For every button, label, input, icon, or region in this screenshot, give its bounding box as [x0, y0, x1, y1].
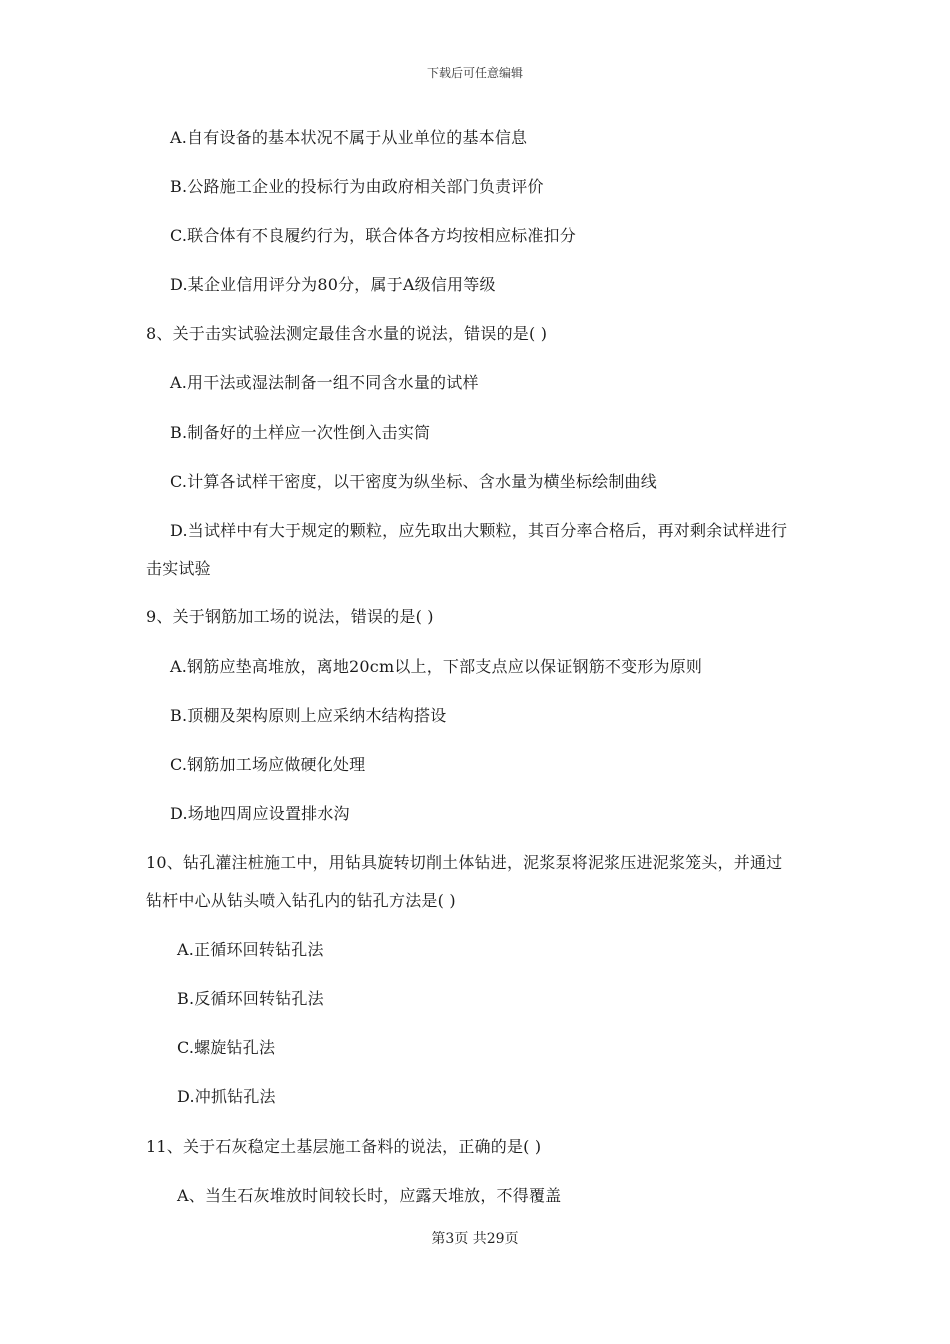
q9-option-c: C.钢筋加工场应做硬化处理 [170, 755, 366, 774]
q9-option-b: B.顶棚及架构原则上应采纳木结构搭设 [170, 706, 447, 725]
q8-option-b: B.制备好的土样应一次性倒入击实筒 [170, 423, 431, 442]
q10-stem-line2: 钻杆中心从钻头喷入钻孔内的钻孔方法是( ) [146, 891, 456, 910]
q8-option-d-continued: 击实试验 [146, 559, 211, 578]
q10-option-d: D.冲抓钻孔法 [177, 1087, 276, 1106]
q7-option-c: C.联合体有不良履约行为，联合体各方均按相应标准扣分 [170, 226, 576, 245]
q9-option-d: D.场地四周应设置排水沟 [170, 804, 350, 823]
q11-stem: 11、关于石灰稳定土基层施工备料的说法，正确的是( ) [146, 1137, 542, 1156]
q10-option-a: A.正循环回转钻孔法 [177, 940, 324, 959]
page-footer: 第3页 共29页 [431, 1231, 519, 1247]
q8-option-a: A.用干法或湿法制备一组不同含水量的试样 [170, 373, 479, 392]
q7-option-d: D.某企业信用评分为80分，属于A级信用等级 [170, 275, 496, 294]
q11-option-a: A、当生石灰堆放时间较长时，应露天堆放，不得覆盖 [177, 1186, 562, 1205]
q7-option-b: B.公路施工企业的投标行为由政府相关部门负责评价 [170, 177, 544, 196]
q8-option-d: D.当试样中有大于规定的颗粒，应先取出大颗粒，其百分率合格后，再对剩余试样进行 [170, 521, 788, 540]
q8-option-c: C.计算各试样干密度，以干密度为纵坐标、含水量为横坐标绘制曲线 [170, 472, 657, 491]
q7-option-a: A.自有设备的基本状况不属于从业单位的基本信息 [170, 128, 528, 147]
q9-stem: 9、关于钢筋加工场的说法，错误的是( ) [146, 607, 434, 626]
page-header: 下载后可任意编辑 [426, 66, 523, 80]
q9-option-a: A.钢筋应垫高堆放，离地20cm以上，下部支点应以保证钢筋不变形为原则 [170, 657, 703, 676]
q10-stem-line1: 10、钻孔灌注桩施工中，用钻具旋转切削土体钻进，泥浆泵将泥浆压进泥浆笼头，并通过 [146, 853, 783, 872]
q10-option-c: C.螺旋钻孔法 [177, 1038, 276, 1057]
q8-stem: 8、关于击实试验法测定最佳含水量的说法，错误的是( ) [146, 324, 548, 343]
q10-option-b: B.反循环回转钻孔法 [177, 989, 324, 1008]
